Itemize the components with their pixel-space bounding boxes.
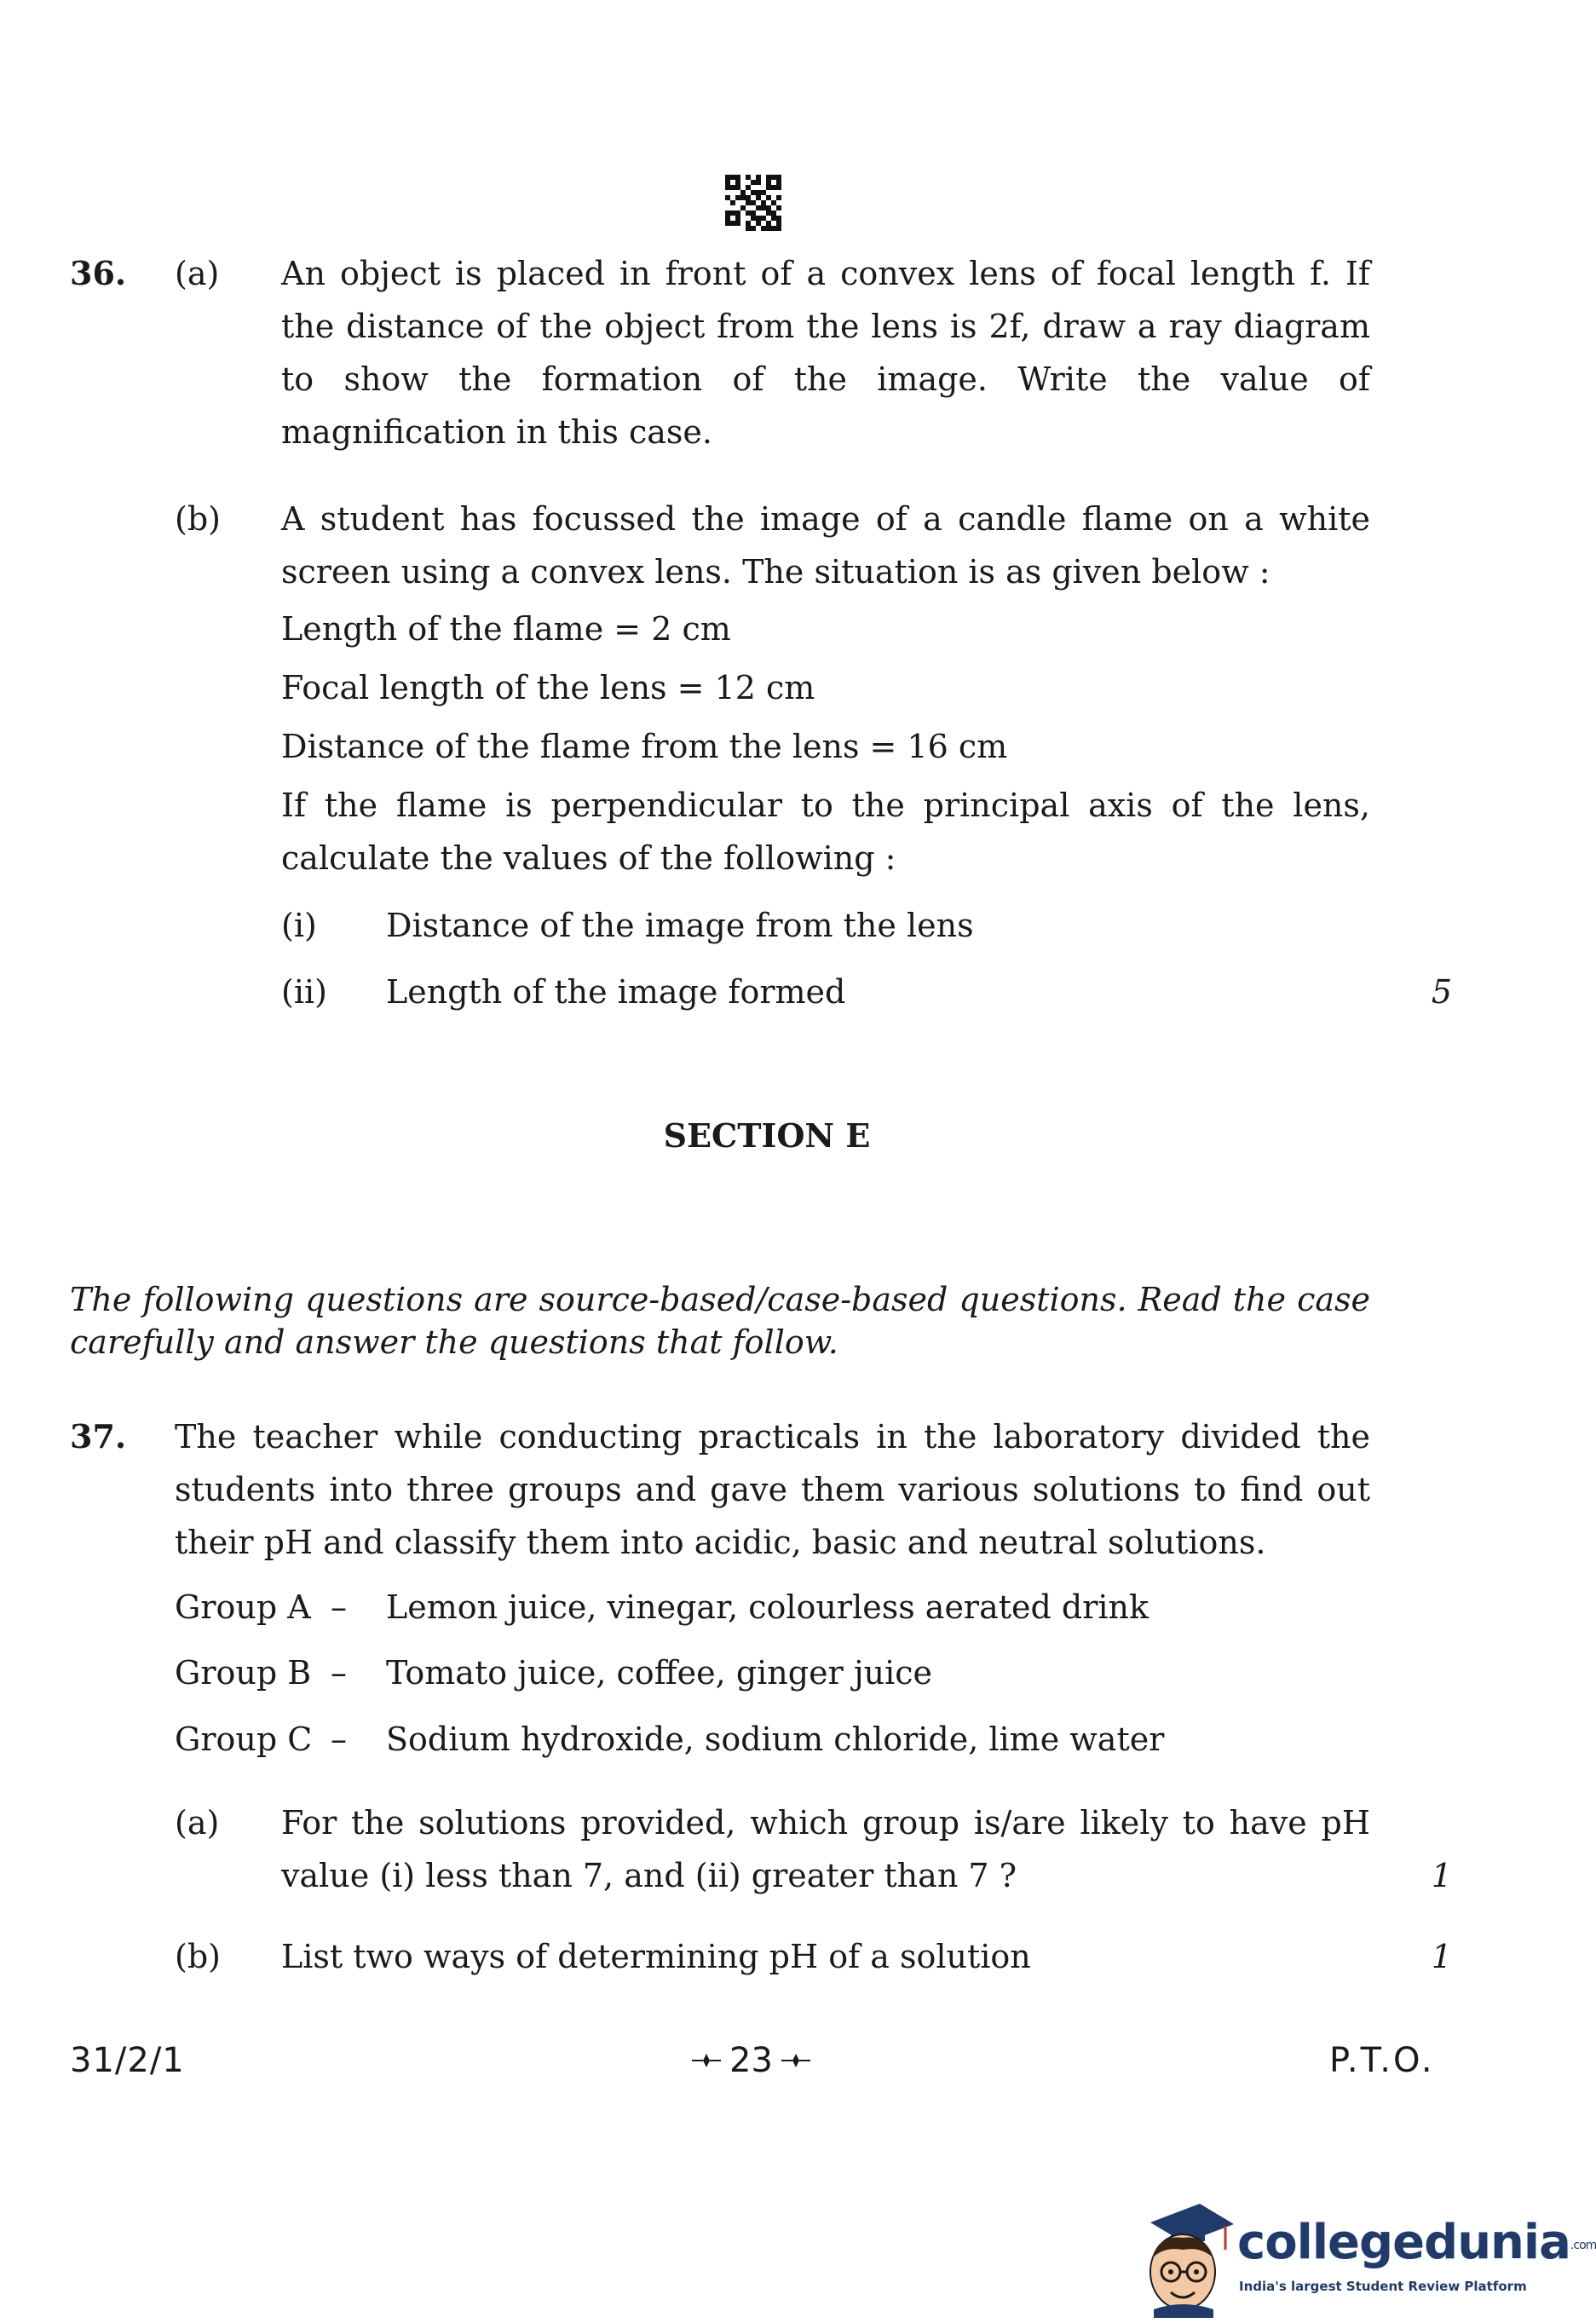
group-c-dash: – bbox=[331, 1721, 347, 1758]
subpart-label-i: (i) bbox=[281, 907, 317, 944]
section-heading: SECTION E bbox=[663, 1116, 871, 1155]
group-c-items: Sodium hydroxide, sodium chloride, lime water bbox=[386, 1721, 1165, 1758]
mascot-icon bbox=[1133, 2190, 1236, 2318]
part-label-36a: (a) bbox=[175, 255, 220, 292]
part-label-37b: (b) bbox=[175, 1938, 221, 1975]
group-b-name: Group B bbox=[175, 1654, 312, 1692]
logo-tagline: India's largest Student Review Platform bbox=[1239, 2279, 1527, 2294]
page-number-block bbox=[692, 2037, 810, 2084]
question-number-36: 36. bbox=[70, 254, 127, 292]
question-36a-text: An object is placed in front of a convex lens of focal length f. If the distance of the object from the lens is 2f, draw a ray diagram to show the formation of the image. Write the value of magnification in this case. bbox=[281, 255, 1370, 451]
logo-wordmark bbox=[1237, 2216, 1596, 2273]
subpart-text-i: Distance of the image from the lens bbox=[386, 907, 974, 944]
subpart-text-ii: Length of the image formed bbox=[386, 973, 846, 1011]
marks-36: 5 bbox=[1431, 973, 1452, 1011]
paper-code: 31/2/1 bbox=[70, 2041, 185, 2080]
question-36b-intro: A student has focussed the image of a candle flame on a white screen using a convex lens. The situation is as given below : bbox=[281, 500, 1370, 591]
logo-suffix: .com bbox=[1570, 2238, 1596, 2252]
group-a-dash: – bbox=[331, 1588, 347, 1626]
ornament-left-icon bbox=[692, 2052, 721, 2069]
group-a-items: Lemon juice, vinegar, colourless aerated drink bbox=[386, 1588, 1149, 1626]
marks-37b: 1 bbox=[1431, 1938, 1452, 1975]
subpart-label-ii: (ii) bbox=[281, 973, 327, 1011]
collegedunia-logo bbox=[1133, 2190, 1596, 2318]
group-a-name: Group A bbox=[175, 1588, 311, 1626]
data-line-flame-length: Length of the flame = 2 cm bbox=[281, 610, 731, 648]
data-line-focal-length: Focal length of the lens = 12 cm bbox=[281, 669, 815, 706]
part-label-37a: (a) bbox=[175, 1804, 220, 1842]
pto-label: P.T.O. bbox=[1329, 2041, 1435, 2080]
group-c-name: Group C bbox=[175, 1721, 313, 1758]
ornament-right-icon bbox=[781, 2052, 810, 2069]
question-37b-text: List two ways of determining pH of a solution bbox=[281, 1938, 1031, 1975]
part-label-36b: (b) bbox=[175, 500, 221, 538]
data-line-object-distance: Distance of the flame from the lens = 16 cm bbox=[281, 728, 1008, 765]
question-37-intro: The teacher while conducting practicals in the laboratory divided the students into three groups and gave them various solutions to find out their pH and classify them into acidic, basic and neutral solutions. bbox=[175, 1418, 1370, 1561]
marks-37a: 1 bbox=[1431, 1857, 1452, 1894]
group-b-dash: – bbox=[331, 1654, 347, 1692]
question-number-37: 37. bbox=[70, 1417, 127, 1455]
group-b-items: Tomato juice, coffee, ginger juice bbox=[386, 1654, 933, 1692]
section-instruction: The following questions are source-based/case-based questions. Read the case carefully and answer the questions that follow. bbox=[70, 1281, 1370, 1361]
question-37a-text: For the solutions provided, which group is/are likely to have pH value (i) less than 7, and (ii) greater than 7 ? bbox=[281, 1804, 1370, 1894]
qr-code bbox=[725, 175, 781, 231]
question-36b-question: If the flame is perpendicular to the principal axis of the lens, calculate the values of the following : bbox=[281, 787, 1370, 877]
page-number: 23 bbox=[729, 2041, 773, 2080]
logo-brand: collegedunia bbox=[1237, 2215, 1570, 2270]
